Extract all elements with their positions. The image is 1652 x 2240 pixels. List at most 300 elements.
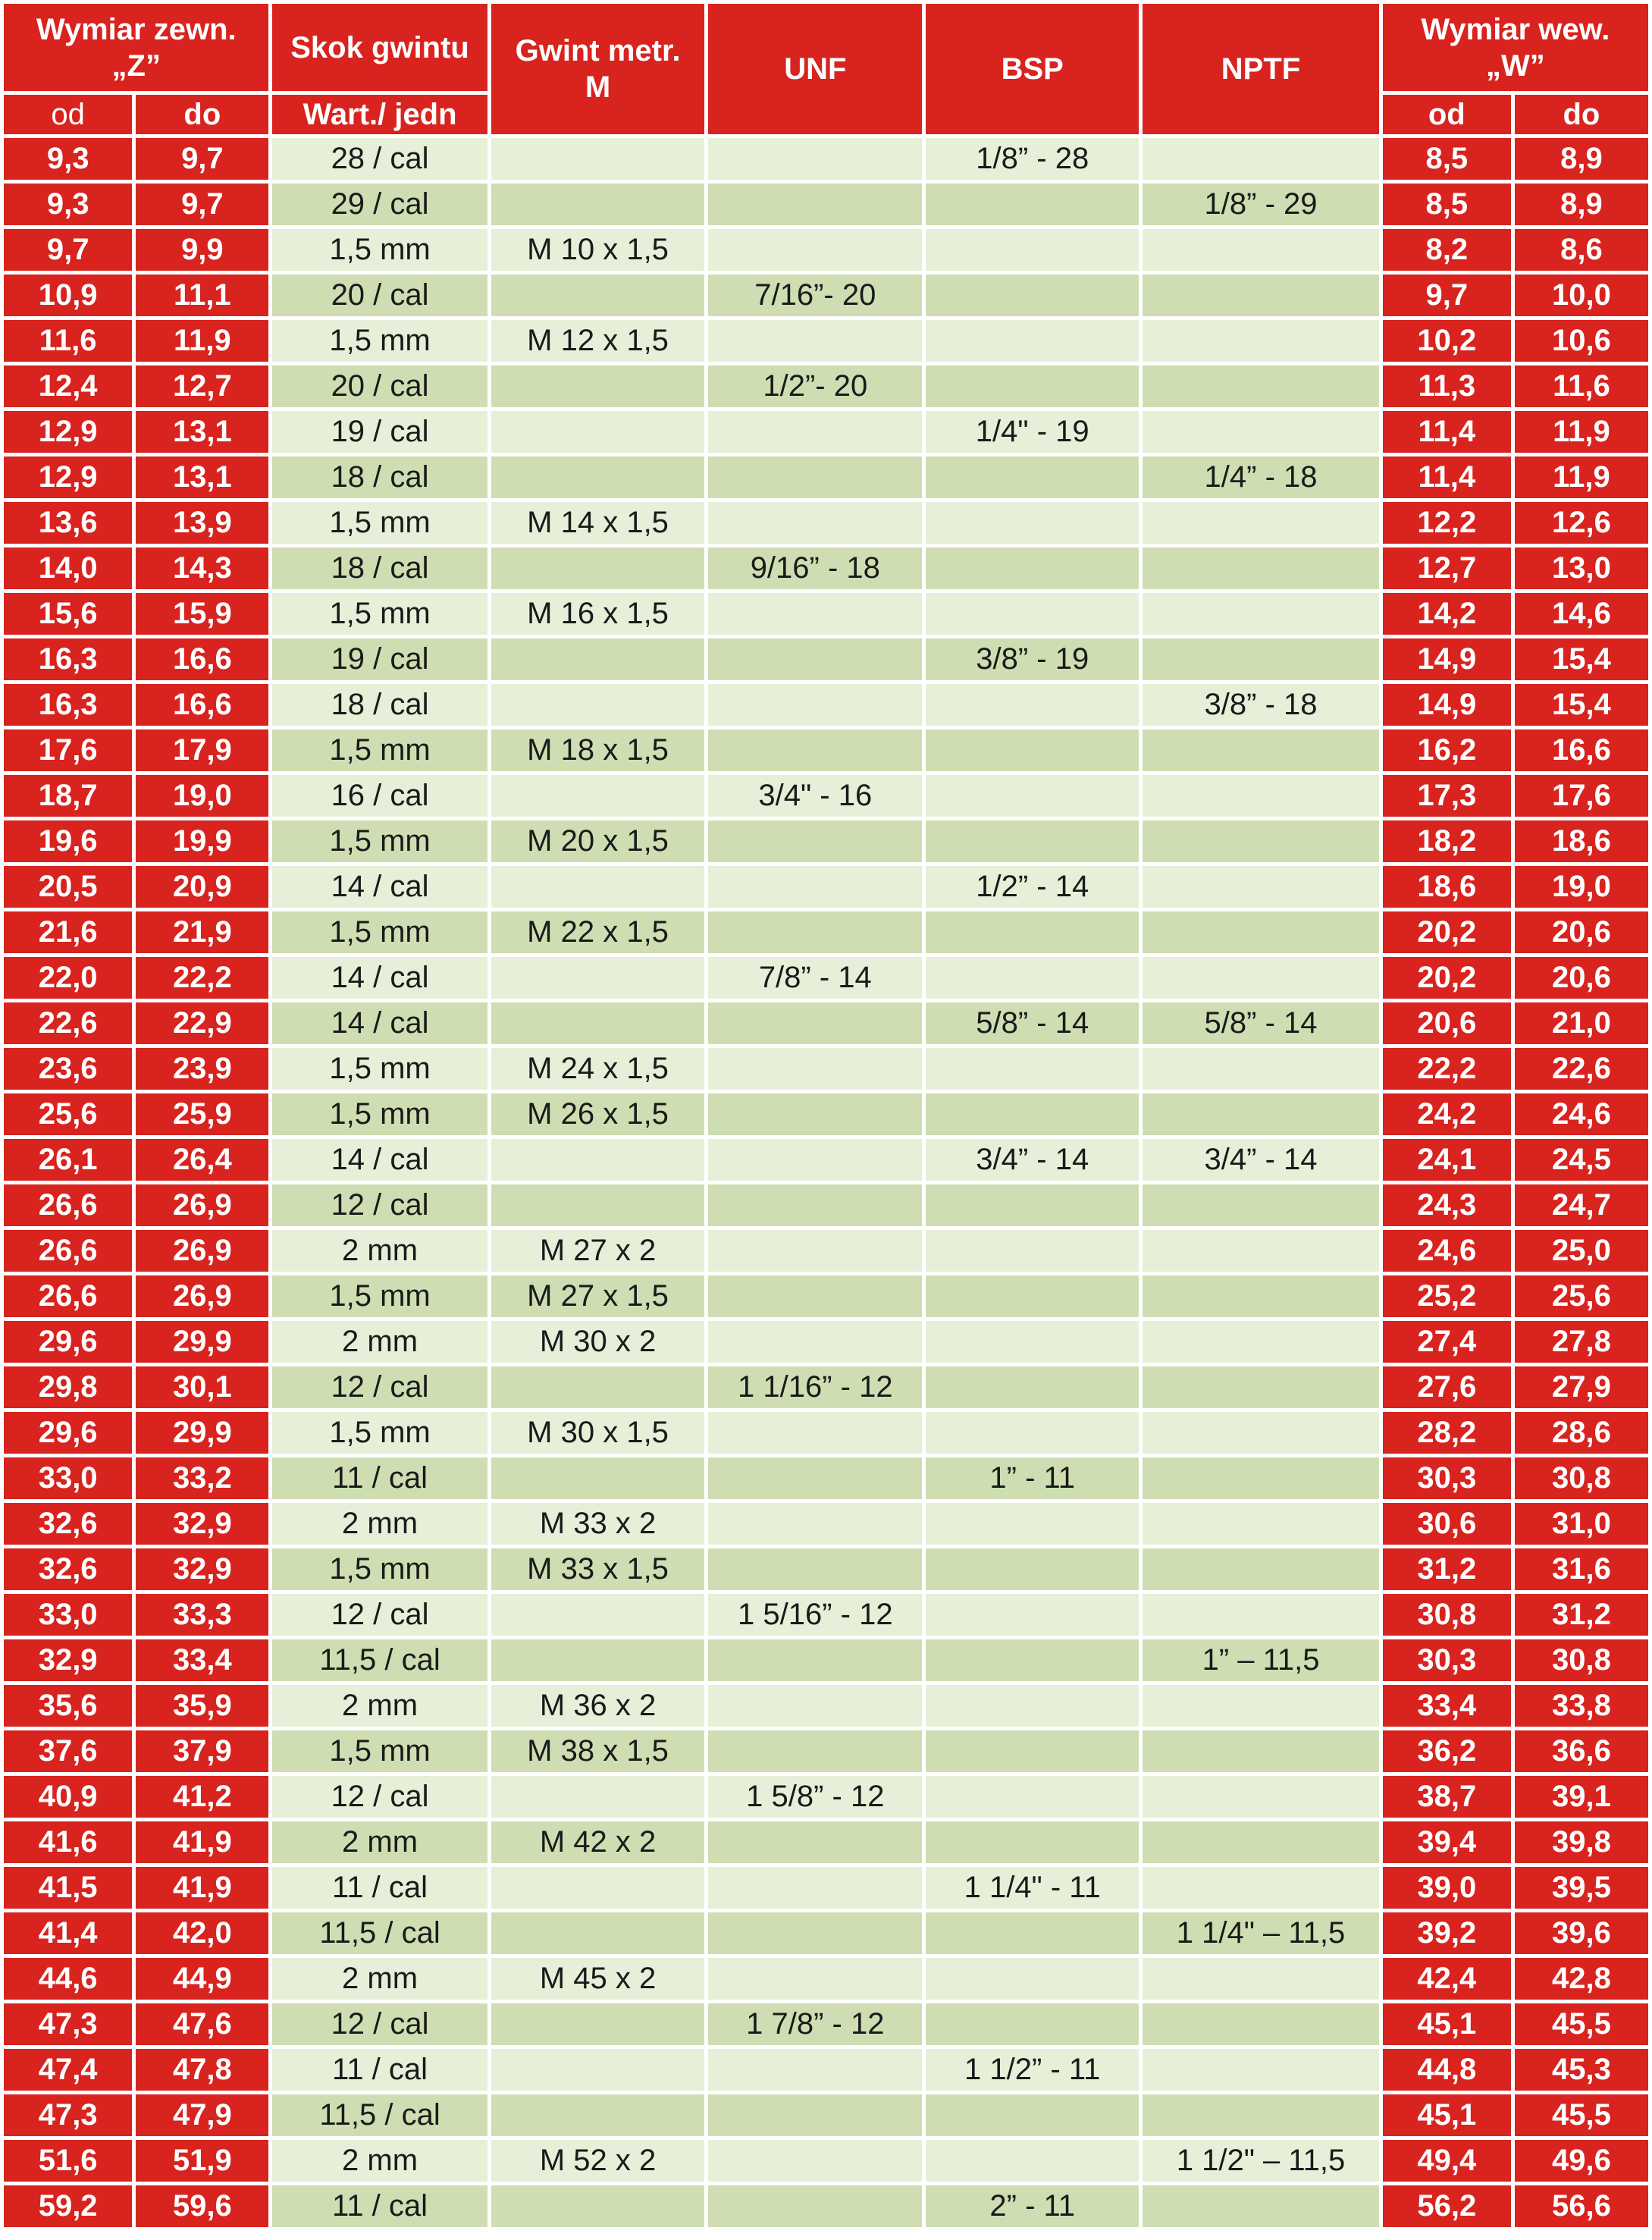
outer-to-cell: 59,6 [136,2185,268,2227]
pitch-cell: 29 / cal [272,184,487,225]
pitch-cell: 28 / cal [272,138,487,180]
outer-to-cell: 29,9 [136,1412,268,1454]
table-row [4,729,1648,771]
table-row [4,866,1648,908]
nptf-cell [1143,1821,1378,1863]
bsp-cell [926,957,1139,999]
bsp-cell [926,365,1139,407]
nptf-cell [1143,2049,1378,2091]
nptf-cell [1143,911,1378,953]
nptf-cell [1143,411,1378,453]
nptf-cell [1143,1048,1378,1090]
header-metric-thread: Gwint metr. M [491,4,705,134]
metric-cell [491,1912,705,1954]
unf-cell [708,1867,922,1909]
outer-from-cell: 26,1 [4,1139,132,1181]
inner-to-cell: 24,7 [1515,1184,1648,1226]
nptf-cell [1143,1776,1378,1818]
nptf-cell [1143,1958,1378,2000]
outer-from-cell: 41,4 [4,1912,132,1954]
unf-cell [708,1275,922,1317]
nptf-cell [1143,1685,1378,1727]
header-nptf: NPTF [1143,4,1378,134]
nptf-cell [1143,593,1378,635]
outer-to-cell: 30,1 [136,1366,268,1408]
inner-from-cell: 20,2 [1383,911,1511,953]
inner-from-cell: 30,8 [1383,1594,1511,1636]
inner-from-cell: 16,2 [1383,729,1511,771]
outer-from-cell: 35,6 [4,1685,132,1727]
bsp-cell [926,229,1139,271]
inner-to-cell: 16,6 [1515,729,1648,771]
nptf-cell [1143,1867,1378,1909]
inner-from-cell: 8,5 [1383,184,1511,225]
outer-to-cell: 14,3 [136,547,268,589]
metric-cell: M 12 x 1,5 [491,320,705,362]
unf-cell [708,229,922,271]
outer-to-cell: 26,9 [136,1230,268,1272]
header-outer-to: do [136,95,268,134]
nptf-cell: 5/8” - 14 [1143,1002,1378,1044]
inner-to-cell: 17,6 [1515,775,1648,817]
inner-to-cell: 8,6 [1515,229,1648,271]
nptf-cell [1143,275,1378,316]
outer-from-cell: 19,6 [4,820,132,862]
bsp-cell [926,911,1139,953]
unf-cell [708,1503,922,1545]
table-row [4,1093,1648,1135]
outer-to-cell: 37,9 [136,1730,268,1772]
pitch-cell: 14 / cal [272,1139,487,1181]
inner-to-cell: 12,6 [1515,502,1648,544]
nptf-cell [1143,775,1378,817]
pitch-cell: 20 / cal [272,275,487,316]
nptf-cell: 1/8” - 29 [1143,184,1378,225]
inner-from-cell: 39,0 [1383,1867,1511,1909]
unf-cell [708,729,922,771]
inner-to-cell: 20,6 [1515,957,1648,999]
inner-from-cell: 27,4 [1383,1321,1511,1363]
inner-from-cell: 44,8 [1383,2049,1511,2091]
unf-cell: 9/16” - 18 [708,547,922,589]
inner-to-cell: 15,4 [1515,684,1648,726]
outer-to-cell: 11,9 [136,320,268,362]
nptf-cell [1143,1230,1378,1272]
metric-cell: M 52 x 2 [491,2140,705,2182]
outer-from-cell: 16,3 [4,638,132,680]
unf-cell: 7/16”- 20 [708,275,922,316]
pitch-cell: 1,5 mm [272,1548,487,1590]
inner-from-cell: 30,3 [1383,1639,1511,1681]
outer-from-cell: 59,2 [4,2185,132,2227]
bsp-cell [926,729,1139,771]
outer-to-cell: 35,9 [136,1685,268,1727]
pitch-cell: 1,5 mm [272,911,487,953]
nptf-cell [1143,1321,1378,1363]
outer-to-cell: 22,2 [136,957,268,999]
unf-cell [708,1230,922,1272]
nptf-cell: 3/4” - 14 [1143,1139,1378,1181]
table-row [4,184,1648,225]
outer-from-cell: 47,3 [4,2003,132,2045]
inner-from-cell: 27,6 [1383,1366,1511,1408]
bsp-cell [926,775,1139,817]
pitch-cell: 2 mm [272,1685,487,1727]
unf-cell [708,1002,922,1044]
outer-from-cell: 20,5 [4,866,132,908]
outer-from-cell: 41,6 [4,1821,132,1863]
outer-from-cell: 37,6 [4,1730,132,1772]
outer-to-cell: 9,7 [136,138,268,180]
pitch-cell: 16 / cal [272,775,487,817]
nptf-cell [1143,638,1378,680]
metric-cell [491,1002,705,1044]
metric-cell [491,411,705,453]
pitch-cell: 18 / cal [272,684,487,726]
outer-from-cell: 23,6 [4,1048,132,1090]
metric-cell [491,1594,705,1636]
metric-cell: M 45 x 2 [491,1958,705,2000]
unf-cell [708,593,922,635]
outer-to-cell: 11,1 [136,275,268,316]
pitch-cell: 11,5 / cal [272,1912,487,1954]
table-row [4,957,1648,999]
metric-cell: M 30 x 2 [491,1321,705,1363]
table-row [4,1048,1648,1090]
outer-to-cell: 19,9 [136,820,268,862]
table-row [4,1867,1648,1909]
bsp-cell [926,1912,1139,1954]
bsp-cell [926,1548,1139,1590]
inner-from-cell: 24,1 [1383,1139,1511,1181]
pitch-cell: 11 / cal [272,1867,487,1909]
outer-to-cell: 32,9 [136,1548,268,1590]
nptf-cell: 1/4” - 18 [1143,456,1378,498]
unf-cell: 1 1/16” - 12 [708,1366,922,1408]
metric-cell: M 22 x 1,5 [491,911,705,953]
metric-cell [491,684,705,726]
bsp-cell [926,502,1139,544]
unf-cell: 1 5/8” - 12 [708,1776,922,1818]
table-row [4,2185,1648,2227]
table-row [4,456,1648,498]
pitch-cell: 12 / cal [272,1594,487,1636]
table-body [4,138,1648,2227]
outer-to-cell: 26,9 [136,1184,268,1226]
bsp-cell: 3/4” - 14 [926,1139,1139,1181]
outer-to-cell: 26,9 [136,1275,268,1317]
unf-cell [708,911,922,953]
metric-cell [491,547,705,589]
inner-to-cell: 30,8 [1515,1457,1648,1499]
inner-to-cell: 36,6 [1515,1730,1648,1772]
header-pitch-value-unit: Wart./ jedn [272,95,487,134]
inner-to-cell: 45,5 [1515,2094,1648,2136]
bsp-cell [926,1639,1139,1681]
metric-cell [491,1639,705,1681]
metric-cell: M 18 x 1,5 [491,729,705,771]
pitch-cell: 1,5 mm [272,820,487,862]
table-row [4,547,1648,589]
unf-cell [708,684,922,726]
metric-cell [491,1184,705,1226]
metric-cell [491,2185,705,2227]
pitch-cell: 19 / cal [272,411,487,453]
bsp-cell [926,684,1139,726]
table-row [4,1230,1648,1272]
outer-to-cell: 12,7 [136,365,268,407]
bsp-cell: 1 1/4" - 11 [926,1867,1139,1909]
pitch-cell: 1,5 mm [272,1048,487,1090]
inner-from-cell: 20,6 [1383,1002,1511,1044]
nptf-cell [1143,2185,1378,2227]
outer-from-cell: 9,7 [4,229,132,271]
bsp-cell: 1” - 11 [926,1457,1139,1499]
inner-from-cell: 22,2 [1383,1048,1511,1090]
inner-to-cell: 13,0 [1515,547,1648,589]
metric-cell: M 42 x 2 [491,1821,705,1863]
outer-to-cell: 41,2 [136,1776,268,1818]
bsp-cell [926,1366,1139,1408]
unf-cell [708,866,922,908]
nptf-cell [1143,1366,1378,1408]
outer-to-cell: 25,9 [136,1093,268,1135]
unf-cell [708,1958,922,2000]
nptf-cell [1143,1503,1378,1545]
outer-from-cell: 44,6 [4,1958,132,2000]
header-outer-dimension: Wymiar zewn. „Z” [4,4,268,91]
header-thread-pitch: Skok gwintu [272,4,487,91]
pitch-cell: 14 / cal [272,957,487,999]
outer-from-cell: 51,6 [4,2140,132,2182]
table-row [4,2049,1648,2091]
table-row [4,1366,1648,1408]
pitch-cell: 20 / cal [272,365,487,407]
header-outer-from: od [4,95,132,134]
table-row [4,411,1648,453]
inner-from-cell: 24,2 [1383,1093,1511,1135]
metric-cell: M 24 x 1,5 [491,1048,705,1090]
inner-to-cell: 22,6 [1515,1048,1648,1090]
pitch-cell: 18 / cal [272,456,487,498]
inner-to-cell: 27,9 [1515,1366,1648,1408]
outer-to-cell: 13,1 [136,456,268,498]
inner-from-cell: 36,2 [1383,1730,1511,1772]
metric-cell [491,184,705,225]
pitch-cell: 11 / cal [272,2049,487,2091]
inner-to-cell: 56,6 [1515,2185,1648,2227]
outer-from-cell: 16,3 [4,684,132,726]
metric-cell [491,456,705,498]
metric-cell: M 30 x 1,5 [491,1412,705,1454]
outer-from-cell: 33,0 [4,1457,132,1499]
pitch-cell: 11 / cal [272,1457,487,1499]
metric-cell [491,1366,705,1408]
unf-cell [708,1639,922,1681]
pitch-cell: 1,5 mm [272,1275,487,1317]
bsp-cell [926,184,1139,225]
inner-from-cell: 56,2 [1383,2185,1511,2227]
table-row [4,1002,1648,1044]
inner-from-cell: 39,2 [1383,1912,1511,1954]
bsp-cell [926,820,1139,862]
metric-cell [491,1457,705,1499]
bsp-cell [926,1821,1139,1863]
nptf-cell [1143,866,1378,908]
pitch-cell: 18 / cal [272,547,487,589]
inner-to-cell: 24,5 [1515,1139,1648,1181]
table-row [4,1275,1648,1317]
inner-to-cell: 39,1 [1515,1776,1648,1818]
nptf-cell [1143,820,1378,862]
bsp-cell [926,547,1139,589]
bsp-cell [926,2003,1139,2045]
unf-cell [708,138,922,180]
table-row [4,820,1648,862]
unf-cell [708,1548,922,1590]
inner-from-cell: 12,7 [1383,547,1511,589]
inner-from-cell: 24,3 [1383,1184,1511,1226]
metric-cell: M 14 x 1,5 [491,502,705,544]
bsp-cell: 3/8” - 19 [926,638,1139,680]
inner-from-cell: 49,4 [1383,2140,1511,2182]
unf-cell [708,1912,922,1954]
outer-from-cell: 32,6 [4,1503,132,1545]
outer-to-cell: 17,9 [136,729,268,771]
table-row [4,2003,1648,2045]
inner-to-cell: 21,0 [1515,1002,1648,1044]
inner-to-cell: 30,8 [1515,1639,1648,1681]
pitch-cell: 1,5 mm [272,1730,487,1772]
nptf-cell: 1 1/2" – 11,5 [1143,2140,1378,2182]
bsp-cell [926,1730,1139,1772]
unf-cell [708,184,922,225]
inner-to-cell: 10,6 [1515,320,1648,362]
outer-from-cell: 26,6 [4,1230,132,1272]
inner-to-cell: 25,0 [1515,1230,1648,1272]
outer-from-cell: 9,3 [4,184,132,225]
outer-from-cell: 12,4 [4,365,132,407]
outer-to-cell: 13,1 [136,411,268,453]
outer-to-cell: 15,9 [136,593,268,635]
metric-cell [491,638,705,680]
inner-from-cell: 14,2 [1383,593,1511,635]
outer-from-cell: 26,6 [4,1275,132,1317]
bsp-cell [926,593,1139,635]
unf-cell [708,2049,922,2091]
metric-cell: M 33 x 2 [491,1503,705,1545]
inner-from-cell: 28,2 [1383,1412,1511,1454]
outer-from-cell: 12,9 [4,411,132,453]
pitch-cell: 1,5 mm [272,1093,487,1135]
table-row [4,365,1648,407]
bsp-cell: 1/8” - 28 [926,138,1139,180]
table-row [4,911,1648,953]
nptf-cell [1143,2094,1378,2136]
nptf-cell [1143,1275,1378,1317]
outer-to-cell: 21,9 [136,911,268,953]
pitch-cell: 11 / cal [272,2185,487,2227]
metric-cell [491,2003,705,2045]
inner-to-cell: 31,6 [1515,1548,1648,1590]
outer-from-cell: 29,6 [4,1412,132,1454]
outer-from-cell: 11,6 [4,320,132,362]
inner-to-cell: 31,0 [1515,1503,1648,1545]
unf-cell [708,1730,922,1772]
table-row [4,1184,1648,1226]
inner-to-cell: 11,6 [1515,365,1648,407]
nptf-cell [1143,547,1378,589]
metric-cell [491,1776,705,1818]
inner-from-cell: 30,3 [1383,1457,1511,1499]
unf-cell: 3/4" - 16 [708,775,922,817]
pitch-cell: 12 / cal [272,1184,487,1226]
inner-to-cell: 39,6 [1515,1912,1648,1954]
pitch-cell: 14 / cal [272,1002,487,1044]
inner-from-cell: 14,9 [1383,638,1511,680]
table-row [4,502,1648,544]
nptf-cell [1143,1457,1378,1499]
pitch-cell: 1,5 mm [272,320,487,362]
bsp-cell [926,1230,1139,1272]
outer-from-cell: 47,3 [4,2094,132,2136]
table-row [4,1139,1648,1181]
inner-to-cell: 45,3 [1515,2049,1648,2091]
pitch-cell: 2 mm [272,2140,487,2182]
inner-from-cell: 20,2 [1383,957,1511,999]
metric-cell: M 36 x 2 [491,1685,705,1727]
bsp-cell [926,2140,1139,2182]
inner-to-cell: 10,0 [1515,275,1648,316]
table-row [4,1958,1648,2000]
bsp-cell [926,1594,1139,1636]
table-row [4,138,1648,180]
pitch-cell: 14 / cal [272,866,487,908]
pitch-cell: 12 / cal [272,1776,487,1818]
nptf-cell [1143,957,1378,999]
pitch-cell: 1,5 mm [272,1412,487,1454]
metric-cell [491,1867,705,1909]
outer-to-cell: 23,9 [136,1048,268,1090]
nptf-cell [1143,2003,1378,2045]
bsp-cell [926,1776,1139,1818]
bsp-cell [926,1503,1139,1545]
outer-from-cell: 25,6 [4,1093,132,1135]
pitch-cell: 12 / cal [272,2003,487,2045]
inner-to-cell: 11,9 [1515,456,1648,498]
inner-to-cell: 25,6 [1515,1275,1648,1317]
inner-to-cell: 8,9 [1515,138,1648,180]
unf-cell [708,502,922,544]
inner-from-cell: 24,6 [1383,1230,1511,1272]
outer-from-cell: 22,0 [4,957,132,999]
outer-to-cell: 26,4 [136,1139,268,1181]
outer-to-cell: 19,0 [136,775,268,817]
inner-from-cell: 30,6 [1383,1503,1511,1545]
outer-from-cell: 33,0 [4,1594,132,1636]
nptf-cell [1143,1093,1378,1135]
metric-cell: M 26 x 1,5 [491,1093,705,1135]
pitch-cell: 11,5 / cal [272,1639,487,1681]
outer-from-cell: 17,6 [4,729,132,771]
unf-cell [708,2140,922,2182]
pitch-cell: 2 mm [272,1230,487,1272]
bsp-cell [926,1412,1139,1454]
metric-cell: M 27 x 1,5 [491,1275,705,1317]
outer-from-cell: 9,3 [4,138,132,180]
outer-from-cell: 18,7 [4,775,132,817]
pitch-cell: 1,5 mm [272,729,487,771]
